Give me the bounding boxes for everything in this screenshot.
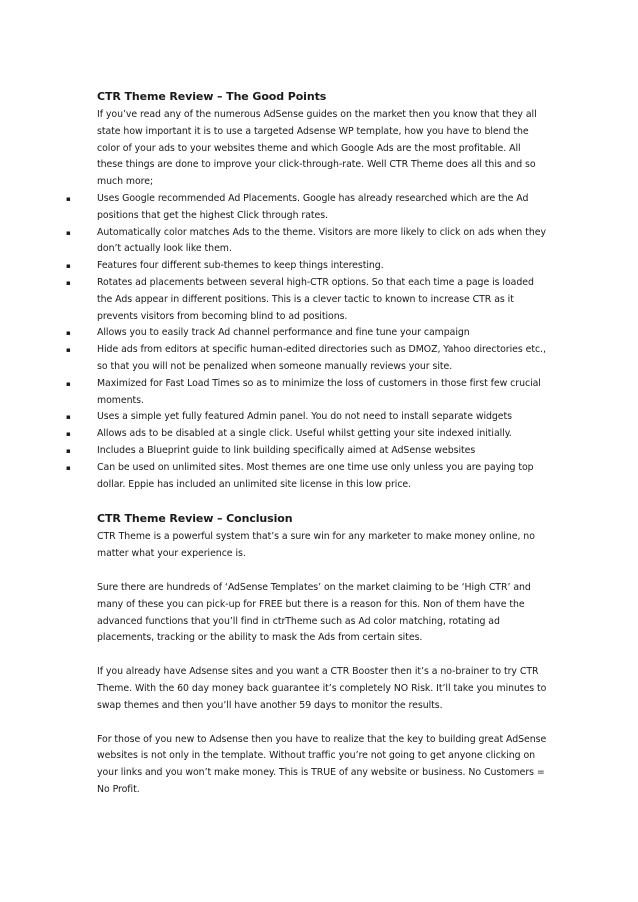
bullet-icon: ▪ [66,430,71,439]
list-item [66,426,547,443]
bullet-icon: ▪ [66,329,71,338]
list-item-text: Uses a simple yet fully featured Admin panel. You do not need to install separate widgets [97,411,512,423]
list-item-text: Uses Google recommended Ad Placements. Google has already researched which are the Ad positions that get the highest Click through rates. [97,192,529,221]
list-item [66,258,547,275]
list-item [66,376,547,410]
good-points-list [66,191,547,493]
list-item-text: Automatically color matches Ads to the theme. Visitors are more likely to click on ads when they don’t actually look like them. [97,226,546,255]
bullet-icon: ▪ [66,379,71,388]
list-item-text: Features four different sub-themes to keep things interesting. [97,260,384,272]
conclusion-paragraph: If you already have Adsense sites and you want a CTR Booster then it’s a no-brainer to try CTR Theme. With the 60 day money back guarantee it’s completely NO Risk. It’ll take you minutes to swap themes and then you’ll have another 59 days to monitor the results. [97,666,547,711]
bullet-icon: ▪ [66,278,71,287]
bullet-icon: ▪ [66,346,71,355]
list-item [66,191,547,225]
list-item [66,325,547,342]
bullet-icon: ▪ [66,228,71,237]
bullet-icon: ▪ [66,413,71,422]
list-item [66,409,547,426]
bullet-icon: ▪ [66,463,71,472]
bullet-icon: ▪ [66,194,71,203]
list-item-text: Allows you to easily track Ad channel performance and fine tune your campaign [97,327,470,339]
list-item [66,225,547,259]
list-item-text: Can be used on unlimited sites. Most themes are one time use only unless you are paying top dollar. Eppie has included an unlimited site license in this low price. [97,461,534,490]
list-item [66,443,547,460]
section-heading-conclusion: CTR Theme Review – Conclusion [97,512,293,526]
paragraph-spacer [97,563,547,580]
list-item [66,275,547,325]
list-item [66,342,547,376]
list-item-text: Hide ads from editors at specific human-edited directories such as DMOZ, Yahoo directories etc., so that you will not be penalized when someone manually reviews your site. [97,344,546,372]
section-spacer [97,493,547,510]
intro-paragraph: If you’ve read any of the numerous AdSense guides on the market then you know that they all state how important it is to use a targeted Adsense WP template, how you have to blend the color of your ads to your websites theme and which Google Ads are the most profitable. All these things are done to improve your click-through-rate. Well CTR Theme does all this and so much more; [97,109,537,188]
list-item-text: Maximized for Fast Load Times so as to minimize the loss of customers in those first few crucial moments. [97,377,541,406]
conclusion-paragraph: CTR Theme is a powerful system that’s a sure win for any marketer to make money online, no matter what your experience is. [97,531,535,560]
conclusion-paragraph: For those of you new to Adsense then you have to realize that the key to building great AdSense websites is not only in the template. Without traffic you’re not going to get anyone clicking on your links and you won’t make money. This is TRUE of any website or business. No Customers = No Profit. [97,733,547,795]
paragraph-spacer [97,715,547,732]
bullet-icon: ▪ [66,446,71,455]
section-heading-good-points: CTR Theme Review – The Good Points [97,90,327,103]
document-content [66,88,547,799]
list-item [66,460,547,494]
bullet-icon: ▪ [66,262,71,271]
list-item-text: Rotates ad placements between several high-CTR options. So that each time a page is loaded the Ads appear in different positions. This is a clever tactic to known to increase CTR as it prevents visitors from becoming blind to ad positions. [97,276,534,322]
list-item-text: Includes a Blueprint guide to link building specifically aimed at AdSense websites [97,444,476,456]
list-item-text: Allows ads to be disabled at a single click. Useful whilst getting your site indexed initially. [97,428,512,440]
conclusion-paragraph: Sure there are hundreds of ‘AdSense Templates’ on the market claiming to be ‘High CTR’ and many of these you can pick-up for FREE but there is a reason for this. Non of them have the advanced functions that you’ll find in ctrTheme such as Ad color matching, rotating ad placements, tracking or the ability to mask the Ads from certain sites. [97,581,531,644]
paragraph-spacer [97,647,547,664]
